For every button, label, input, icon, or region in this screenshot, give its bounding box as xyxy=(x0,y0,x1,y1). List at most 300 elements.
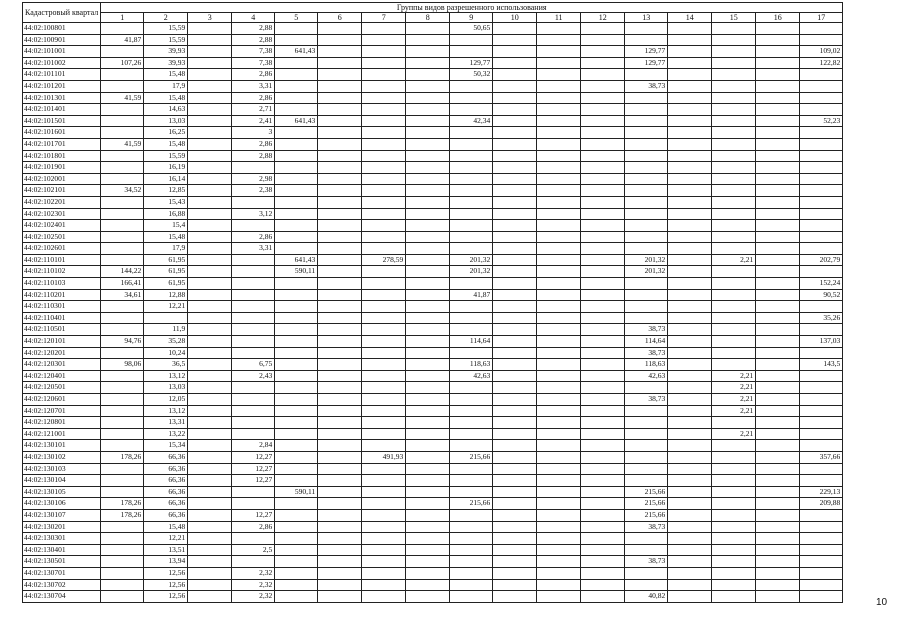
value-cell xyxy=(318,463,362,475)
value-cell xyxy=(362,359,406,371)
value-cell xyxy=(362,208,406,220)
value-cell xyxy=(450,521,493,533)
value-cell xyxy=(318,509,362,521)
value-cell: 38,73 xyxy=(625,347,668,359)
value-cell xyxy=(406,23,450,35)
value-cell xyxy=(275,498,318,510)
value-cell xyxy=(493,57,537,69)
value-cell xyxy=(537,533,581,545)
value-cell xyxy=(668,243,712,255)
value-cell xyxy=(581,463,625,475)
value-cell xyxy=(712,46,756,58)
value-cell xyxy=(625,405,668,417)
value-cell xyxy=(362,278,406,290)
value-cell: 17,9 xyxy=(144,80,188,92)
value-cell xyxy=(800,185,843,197)
value-cell xyxy=(625,544,668,556)
value-cell xyxy=(581,509,625,521)
value-cell xyxy=(275,220,318,232)
value-cell: 2,88 xyxy=(232,23,275,35)
value-cell: 202,79 xyxy=(800,254,843,266)
value-cell xyxy=(188,46,232,58)
value-cell: 178,26 xyxy=(101,451,144,463)
value-cell: 2,86 xyxy=(232,92,275,104)
value-cell: 10,24 xyxy=(144,347,188,359)
value-cell xyxy=(537,475,581,487)
value-cell: 15,34 xyxy=(144,440,188,452)
value-cell xyxy=(668,150,712,162)
value-cell xyxy=(188,115,232,127)
value-cell xyxy=(800,150,843,162)
value-cell xyxy=(581,162,625,174)
value-cell xyxy=(493,556,537,568)
value-cell xyxy=(188,428,232,440)
value-cell xyxy=(101,347,144,359)
cadastral-number-cell: 44:02:130104 xyxy=(23,475,101,487)
value-cell xyxy=(362,382,406,394)
value-cell xyxy=(800,301,843,313)
value-cell xyxy=(362,92,406,104)
value-cell xyxy=(668,359,712,371)
value-cell xyxy=(406,440,450,452)
value-cell xyxy=(493,138,537,150)
value-cell xyxy=(318,556,362,568)
cadastral-number-cell: 44:02:120801 xyxy=(23,417,101,429)
value-cell xyxy=(493,347,537,359)
value-cell xyxy=(668,417,712,429)
value-cell xyxy=(581,533,625,545)
value-cell xyxy=(275,475,318,487)
value-cell xyxy=(493,46,537,58)
value-cell xyxy=(756,370,800,382)
value-cell xyxy=(581,127,625,139)
value-cell xyxy=(318,266,362,278)
value-cell xyxy=(188,509,232,521)
value-cell xyxy=(101,23,144,35)
value-cell: 641,43 xyxy=(275,115,318,127)
value-cell: 109,02 xyxy=(800,46,843,58)
value-cell: 129,77 xyxy=(625,46,668,58)
value-cell xyxy=(406,567,450,579)
value-cell xyxy=(712,579,756,591)
value-cell xyxy=(406,173,450,185)
value-cell xyxy=(101,394,144,406)
value-cell xyxy=(668,185,712,197)
value-cell xyxy=(712,173,756,185)
value-cell xyxy=(450,463,493,475)
value-cell xyxy=(756,220,800,232)
value-cell xyxy=(318,23,362,35)
value-cell xyxy=(101,544,144,556)
value-cell xyxy=(232,417,275,429)
value-cell: 590,11 xyxy=(275,266,318,278)
table-row xyxy=(23,57,843,69)
cadastral-number-cell: 44:02:110103 xyxy=(23,278,101,290)
value-cell xyxy=(712,127,756,139)
value-cell xyxy=(406,208,450,220)
value-cell: 17,9 xyxy=(144,243,188,255)
value-cell xyxy=(625,162,668,174)
value-cell: 118,63 xyxy=(450,359,493,371)
value-cell: 66,36 xyxy=(144,451,188,463)
value-cell xyxy=(493,92,537,104)
value-cell xyxy=(756,46,800,58)
value-cell xyxy=(668,312,712,324)
value-cell: 15,48 xyxy=(144,138,188,150)
value-cell xyxy=(493,544,537,556)
table-row xyxy=(23,567,843,579)
value-cell xyxy=(756,185,800,197)
table-body xyxy=(23,23,843,603)
value-cell xyxy=(450,591,493,603)
value-cell xyxy=(318,336,362,348)
value-cell xyxy=(581,556,625,568)
value-cell xyxy=(712,104,756,116)
value-cell: 114,64 xyxy=(450,336,493,348)
value-cell xyxy=(668,138,712,150)
value-cell xyxy=(101,69,144,81)
value-cell xyxy=(232,533,275,545)
value-cell xyxy=(712,475,756,487)
value-cell xyxy=(756,312,800,324)
value-cell xyxy=(800,475,843,487)
value-cell xyxy=(450,394,493,406)
table-row xyxy=(23,324,843,336)
value-cell xyxy=(581,69,625,81)
value-cell xyxy=(101,150,144,162)
cadastral-number-cell: 44:02:110401 xyxy=(23,312,101,324)
value-cell: 38,73 xyxy=(625,324,668,336)
value-cell xyxy=(625,150,668,162)
value-cell xyxy=(668,115,712,127)
table-row xyxy=(23,185,843,197)
column-number-header: 9 xyxy=(450,13,493,23)
value-cell xyxy=(493,104,537,116)
value-cell xyxy=(625,533,668,545)
value-cell xyxy=(188,104,232,116)
value-cell xyxy=(756,208,800,220)
value-cell: 3,12 xyxy=(232,208,275,220)
value-cell xyxy=(188,521,232,533)
value-cell xyxy=(275,150,318,162)
value-cell xyxy=(668,220,712,232)
value-cell xyxy=(101,428,144,440)
value-cell xyxy=(668,104,712,116)
table-row xyxy=(23,509,843,521)
column-number-header: 11 xyxy=(537,13,581,23)
value-cell xyxy=(800,324,843,336)
value-cell xyxy=(712,591,756,603)
value-cell: 41,59 xyxy=(101,138,144,150)
value-cell xyxy=(537,289,581,301)
value-cell xyxy=(318,359,362,371)
value-cell xyxy=(581,231,625,243)
cadastral-number-cell: 44:02:101701 xyxy=(23,138,101,150)
value-cell: 215,66 xyxy=(450,498,493,510)
value-cell xyxy=(800,243,843,255)
cadastral-number-cell: 44:02:130702 xyxy=(23,579,101,591)
value-cell xyxy=(362,370,406,382)
value-cell xyxy=(668,521,712,533)
value-cell xyxy=(318,254,362,266)
value-cell xyxy=(188,533,232,545)
value-cell xyxy=(275,394,318,406)
table-row xyxy=(23,498,843,510)
value-cell xyxy=(712,196,756,208)
value-cell xyxy=(275,463,318,475)
value-cell xyxy=(101,475,144,487)
value-cell: 15,48 xyxy=(144,69,188,81)
cadastral-number-cell: 44:02:110101 xyxy=(23,254,101,266)
value-cell xyxy=(232,278,275,290)
value-cell xyxy=(668,34,712,46)
value-cell xyxy=(406,266,450,278)
value-cell xyxy=(625,127,668,139)
value-cell xyxy=(406,185,450,197)
value-cell xyxy=(362,336,406,348)
value-cell: 2,21 xyxy=(712,254,756,266)
value-cell xyxy=(318,289,362,301)
value-cell xyxy=(800,92,843,104)
value-cell xyxy=(318,115,362,127)
value-cell xyxy=(756,243,800,255)
cadastral-number-cell: 44:02:120601 xyxy=(23,394,101,406)
value-cell xyxy=(712,138,756,150)
value-cell xyxy=(450,80,493,92)
value-cell xyxy=(318,417,362,429)
value-cell xyxy=(406,359,450,371)
value-cell xyxy=(232,556,275,568)
value-cell xyxy=(800,23,843,35)
column-number-header: 14 xyxy=(668,13,712,23)
value-cell xyxy=(537,312,581,324)
value-cell xyxy=(800,405,843,417)
value-cell: 2,86 xyxy=(232,138,275,150)
table-row xyxy=(23,394,843,406)
value-cell xyxy=(362,220,406,232)
value-cell xyxy=(756,162,800,174)
value-cell xyxy=(493,440,537,452)
value-cell: 38,73 xyxy=(625,80,668,92)
value-cell xyxy=(406,417,450,429)
value-cell: 2,21 xyxy=(712,370,756,382)
value-cell xyxy=(756,417,800,429)
value-cell xyxy=(275,57,318,69)
cadastral-number-cell: 44:02:130301 xyxy=(23,533,101,545)
value-cell: 15,43 xyxy=(144,196,188,208)
value-cell: 61,95 xyxy=(144,254,188,266)
value-cell: 118,63 xyxy=(625,359,668,371)
value-cell xyxy=(581,266,625,278)
table-row xyxy=(23,312,843,324)
value-cell: 66,36 xyxy=(144,498,188,510)
value-cell: 38,73 xyxy=(625,394,668,406)
table-row xyxy=(23,544,843,556)
value-cell xyxy=(756,69,800,81)
value-cell xyxy=(450,405,493,417)
value-cell xyxy=(362,185,406,197)
value-cell: 41,87 xyxy=(101,34,144,46)
value-cell xyxy=(406,405,450,417)
value-cell xyxy=(275,567,318,579)
value-cell xyxy=(101,440,144,452)
value-cell xyxy=(101,579,144,591)
value-cell xyxy=(581,370,625,382)
cadastral-number-cell: 44:02:102101 xyxy=(23,185,101,197)
value-cell xyxy=(668,57,712,69)
value-cell xyxy=(756,440,800,452)
value-cell xyxy=(537,243,581,255)
value-cell xyxy=(537,451,581,463)
cadastral-number-cell: 44:02:102001 xyxy=(23,173,101,185)
value-cell xyxy=(406,254,450,266)
value-cell xyxy=(188,289,232,301)
value-cell: 278,59 xyxy=(362,254,406,266)
value-cell: 7,38 xyxy=(232,46,275,58)
value-cell: 229,13 xyxy=(800,486,843,498)
value-cell xyxy=(493,405,537,417)
value-cell: 66,36 xyxy=(144,463,188,475)
value-cell xyxy=(275,104,318,116)
table-row xyxy=(23,440,843,452)
value-cell xyxy=(362,127,406,139)
value-cell xyxy=(232,220,275,232)
table-row xyxy=(23,336,843,348)
value-cell xyxy=(537,115,581,127)
value-cell xyxy=(668,428,712,440)
value-cell xyxy=(450,208,493,220)
value-cell xyxy=(493,475,537,487)
value-cell: 201,32 xyxy=(625,266,668,278)
cadastral-number-cell: 44:02:130501 xyxy=(23,556,101,568)
value-cell xyxy=(493,173,537,185)
value-cell xyxy=(318,138,362,150)
value-cell xyxy=(537,463,581,475)
value-cell xyxy=(668,509,712,521)
value-cell xyxy=(756,475,800,487)
value-cell xyxy=(800,69,843,81)
value-cell xyxy=(493,196,537,208)
value-cell xyxy=(450,185,493,197)
value-cell xyxy=(581,173,625,185)
table-row xyxy=(23,208,843,220)
cadastral-number-cell: 44:02:130701 xyxy=(23,567,101,579)
value-cell: 42,63 xyxy=(625,370,668,382)
value-cell xyxy=(537,359,581,371)
value-cell xyxy=(318,544,362,556)
value-cell xyxy=(318,162,362,174)
value-cell xyxy=(275,347,318,359)
value-cell: 14,63 xyxy=(144,104,188,116)
value-cell xyxy=(406,509,450,521)
value-cell xyxy=(275,544,318,556)
value-cell: 34,61 xyxy=(101,289,144,301)
table-row xyxy=(23,347,843,359)
value-cell xyxy=(362,23,406,35)
value-cell xyxy=(537,266,581,278)
value-cell xyxy=(581,23,625,35)
value-cell: 3,31 xyxy=(232,243,275,255)
value-cell xyxy=(756,115,800,127)
value-cell xyxy=(756,556,800,568)
value-cell xyxy=(625,138,668,150)
value-cell xyxy=(232,312,275,324)
value-cell xyxy=(581,312,625,324)
value-cell xyxy=(232,289,275,301)
value-cell xyxy=(101,173,144,185)
value-cell xyxy=(318,486,362,498)
value-cell xyxy=(537,34,581,46)
value-cell xyxy=(493,417,537,429)
value-cell xyxy=(362,80,406,92)
value-cell xyxy=(668,196,712,208)
value-cell xyxy=(581,324,625,336)
value-cell xyxy=(493,127,537,139)
value-cell xyxy=(712,486,756,498)
value-cell xyxy=(188,382,232,394)
value-cell xyxy=(275,324,318,336)
value-cell xyxy=(188,486,232,498)
value-cell xyxy=(188,336,232,348)
value-cell xyxy=(625,475,668,487)
value-cell xyxy=(406,46,450,58)
value-cell xyxy=(668,231,712,243)
value-cell xyxy=(450,220,493,232)
value-cell xyxy=(275,23,318,35)
value-cell xyxy=(800,382,843,394)
value-cell xyxy=(318,347,362,359)
value-cell xyxy=(668,498,712,510)
value-cell xyxy=(493,220,537,232)
value-cell xyxy=(668,301,712,313)
value-cell: 61,95 xyxy=(144,278,188,290)
value-cell: 2,71 xyxy=(232,104,275,116)
value-cell xyxy=(188,34,232,46)
value-cell: 66,36 xyxy=(144,486,188,498)
value-cell xyxy=(362,463,406,475)
value-cell xyxy=(756,544,800,556)
value-cell: 66,36 xyxy=(144,509,188,521)
value-cell: 2,41 xyxy=(232,115,275,127)
value-cell xyxy=(800,138,843,150)
value-cell xyxy=(318,127,362,139)
value-cell xyxy=(144,312,188,324)
value-cell xyxy=(232,498,275,510)
value-cell xyxy=(232,336,275,348)
value-cell xyxy=(756,579,800,591)
page-number: 10 xyxy=(876,597,888,608)
value-cell xyxy=(493,289,537,301)
value-cell xyxy=(581,57,625,69)
value-cell xyxy=(450,231,493,243)
value-cell: 15,48 xyxy=(144,92,188,104)
value-cell xyxy=(188,173,232,185)
value-cell xyxy=(450,567,493,579)
value-cell xyxy=(232,394,275,406)
value-cell xyxy=(406,463,450,475)
value-cell xyxy=(800,544,843,556)
value-cell xyxy=(712,347,756,359)
value-cell xyxy=(712,185,756,197)
value-cell xyxy=(537,231,581,243)
value-cell: 52,23 xyxy=(800,115,843,127)
value-cell xyxy=(800,370,843,382)
value-cell xyxy=(188,231,232,243)
value-cell xyxy=(668,278,712,290)
value-cell: 215,66 xyxy=(625,498,668,510)
table-row xyxy=(23,115,843,127)
value-cell xyxy=(275,579,318,591)
